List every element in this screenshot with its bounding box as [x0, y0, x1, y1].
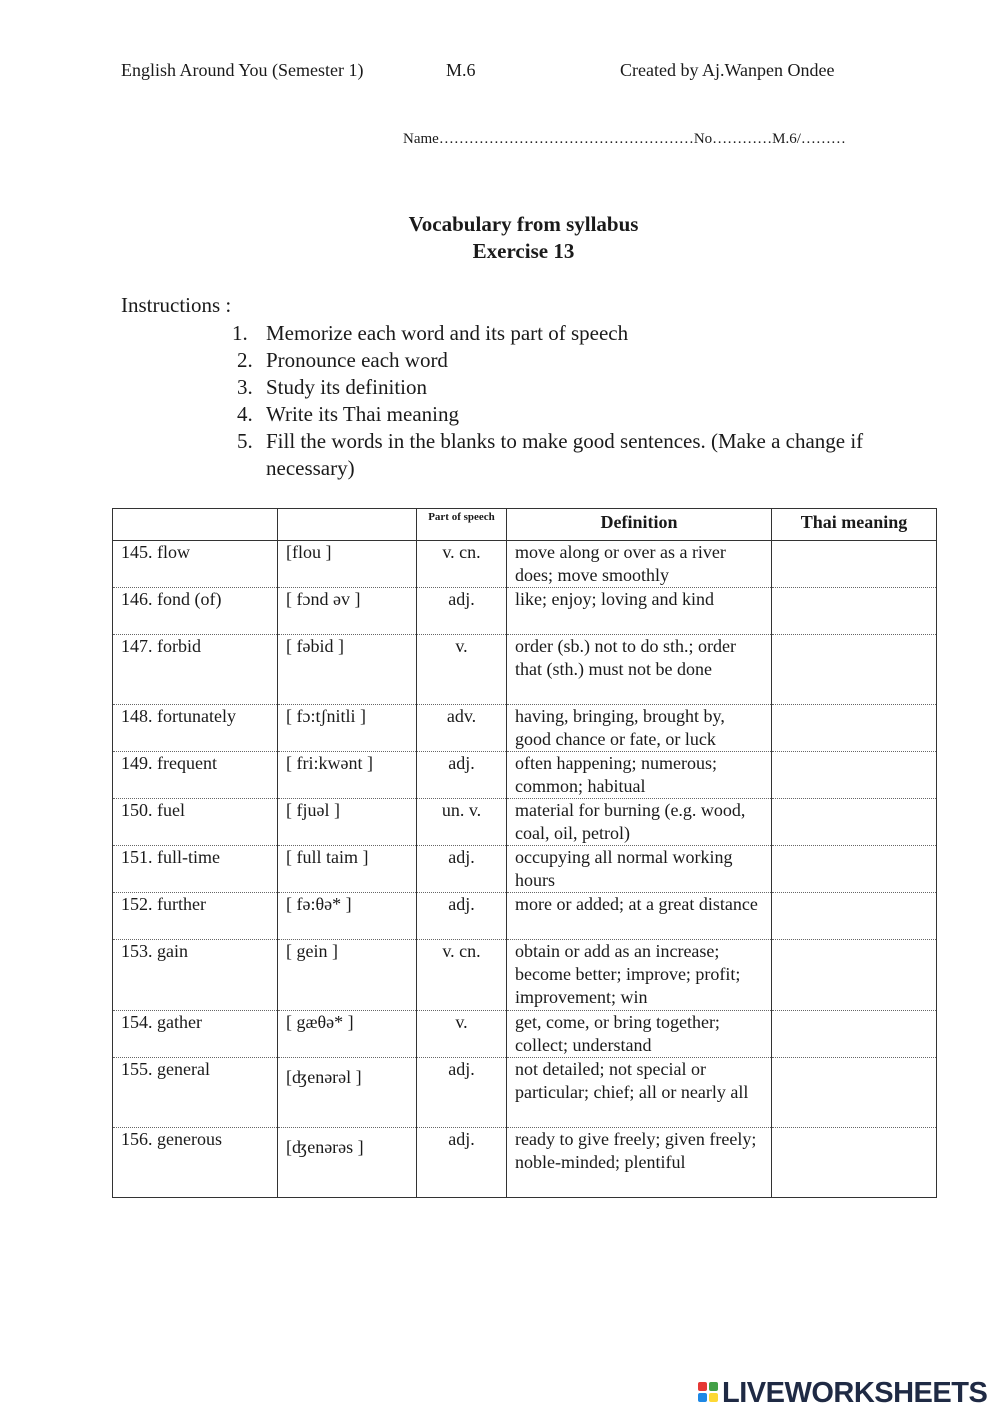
thai-meaning-answer-cell[interactable] — [772, 705, 937, 752]
instruction-item: 3. Study its definition — [237, 375, 428, 399]
page-title: Vocabulary from syllabus — [408, 212, 639, 236]
table-row — [113, 893, 937, 940]
pronunciation-cell: [ fɔ:tʃnitli ] — [278, 705, 417, 752]
part-of-speech-cell: adj. — [417, 846, 507, 893]
thai-meaning-answer-cell[interactable] — [772, 541, 937, 588]
definition-cell: not detailed; not special or particular; chief; all or nearly all — [507, 1058, 772, 1128]
table-row — [113, 1128, 937, 1198]
header-word — [113, 509, 278, 541]
definition-cell: like; enjoy; loving and kind — [507, 588, 772, 635]
table-row — [113, 1011, 937, 1058]
part-of-speech-cell: adj. — [417, 893, 507, 940]
part-of-speech-cell: adj. — [417, 1058, 507, 1128]
definition-cell: occupying all normal working hours — [507, 846, 772, 893]
header-definition: Definition — [507, 509, 772, 541]
instruction-item: 1. Memorize each word and its part of speech — [232, 321, 629, 345]
thai-meaning-answer-cell[interactable] — [772, 799, 937, 846]
definition-cell: ready to give freely; given freely; noble-minded; plentiful — [507, 1128, 772, 1198]
part-of-speech-cell: v. cn. — [417, 940, 507, 1011]
header-course: English Around You (Semester 1) — [121, 60, 364, 80]
definition-cell: get, come, or bring together; collect; understand — [507, 1011, 772, 1058]
name-number-line: Name……………………………………………No…………M.6/……… — [403, 131, 846, 147]
exercise-title: Exercise 13 — [472, 239, 575, 263]
word-cell: 152. further — [113, 893, 278, 940]
table-row — [113, 705, 937, 752]
part-of-speech-cell: adj. — [417, 1128, 507, 1198]
word-cell: 146. fond (of) — [113, 588, 278, 635]
vocabulary-table — [112, 508, 937, 1198]
definition-cell: move along or over as a river does; move smoothly — [507, 541, 772, 588]
table-row — [113, 799, 937, 846]
word-cell: 147. forbid — [113, 635, 278, 705]
header-part-of-speech: Part of speech — [417, 509, 507, 541]
header-thai-meaning: Thai meaning — [772, 509, 937, 541]
pronunciation-cell: [ fri:kwənt ] — [278, 752, 417, 799]
thai-meaning-answer-cell[interactable] — [772, 846, 937, 893]
word-cell: 145. flow — [113, 541, 278, 588]
definition-cell: more or added; at a great distance — [507, 893, 772, 940]
header-level: M.6 — [446, 60, 476, 80]
thai-meaning-answer-cell[interactable] — [772, 1128, 937, 1198]
word-cell: 148. fortunately — [113, 705, 278, 752]
part-of-speech-cell: adj. — [417, 752, 507, 799]
pronunciation-cell: [ fjuəl ] — [278, 799, 417, 846]
definition-cell: obtain or add as an increase; become better; improve; profit; improvement; win — [507, 940, 772, 1011]
word-cell: 151. full-time — [113, 846, 278, 893]
thai-meaning-answer-cell[interactable] — [772, 1011, 937, 1058]
definition-cell: material for burning (e.g. wood, coal, oil, petrol) — [507, 799, 772, 846]
table-row — [113, 752, 937, 799]
table-header-row — [113, 509, 937, 541]
thai-meaning-answer-cell[interactable] — [772, 588, 937, 635]
pronunciation-cell: [ fɔnd əv ] — [278, 588, 417, 635]
thai-meaning-answer-cell[interactable] — [772, 1058, 937, 1128]
liveworksheets-logo — [698, 1378, 987, 1408]
table-row — [113, 1058, 937, 1128]
instructions-list — [232, 320, 932, 482]
word-cell: 156. generous — [113, 1128, 278, 1198]
word-cell: 155. general — [113, 1058, 278, 1128]
instruction-item: 4. Write its Thai meaning — [237, 402, 459, 426]
pronunciation-cell: [ full taim ] — [278, 846, 417, 893]
pronunciation-cell: [ʤenərəl ] — [278, 1058, 417, 1128]
word-cell: 154. gather — [113, 1011, 278, 1058]
pronunciation-cell: [flou ] — [278, 541, 417, 588]
word-cell: 149. frequent — [113, 752, 278, 799]
definition-cell: order (sb.) not to do sth.; order that (sth.) must not be done — [507, 635, 772, 705]
definition-cell: having, bringing, brought by, good chance or fate, or luck — [507, 705, 772, 752]
thai-meaning-answer-cell[interactable] — [772, 893, 937, 940]
thai-meaning-answer-cell[interactable] — [772, 752, 937, 799]
thai-meaning-answer-cell[interactable] — [772, 940, 937, 1011]
part-of-speech-cell: un. v. — [417, 799, 507, 846]
liveworksheets-logo-text: LIVEWORKSHEETS — [722, 1376, 988, 1409]
header-ipa — [278, 509, 417, 541]
part-of-speech-cell: adj. — [417, 588, 507, 635]
part-of-speech-cell: v. — [417, 635, 507, 705]
pronunciation-cell: [ fə:θə* ] — [278, 893, 417, 940]
word-cell: 153. gain — [113, 940, 278, 1011]
table-row — [113, 635, 937, 705]
pronunciation-cell: [ʤenərəs ] — [278, 1128, 417, 1198]
definition-cell: often happening; numerous; common; habitual — [507, 752, 772, 799]
part-of-speech-cell: v. cn. — [417, 541, 507, 588]
part-of-speech-cell: adv. — [417, 705, 507, 752]
pronunciation-cell: [ gæθə* ] — [278, 1011, 417, 1058]
pronunciation-cell: [ gein ] — [278, 940, 417, 1011]
table-row — [113, 541, 937, 588]
instruction-item: 2. Pronounce each word — [237, 348, 448, 372]
instructions-label: Instructions : — [121, 293, 232, 317]
word-cell: 150. fuel — [113, 799, 278, 846]
table-row — [113, 846, 937, 893]
header-creator: Created by Aj.Wanpen Ondee — [620, 60, 835, 80]
table-row — [113, 588, 937, 635]
liveworksheets-logo-icon — [698, 1381, 720, 1405]
part-of-speech-cell: v. — [417, 1011, 507, 1058]
thai-meaning-answer-cell[interactable] — [772, 635, 937, 705]
table-row — [113, 940, 937, 1011]
pronunciation-cell: [ fəbid ] — [278, 635, 417, 705]
instruction-item: 5. Fill the words in the blanks to make good sentences. (Make a change if necessary) — [237, 429, 864, 480]
